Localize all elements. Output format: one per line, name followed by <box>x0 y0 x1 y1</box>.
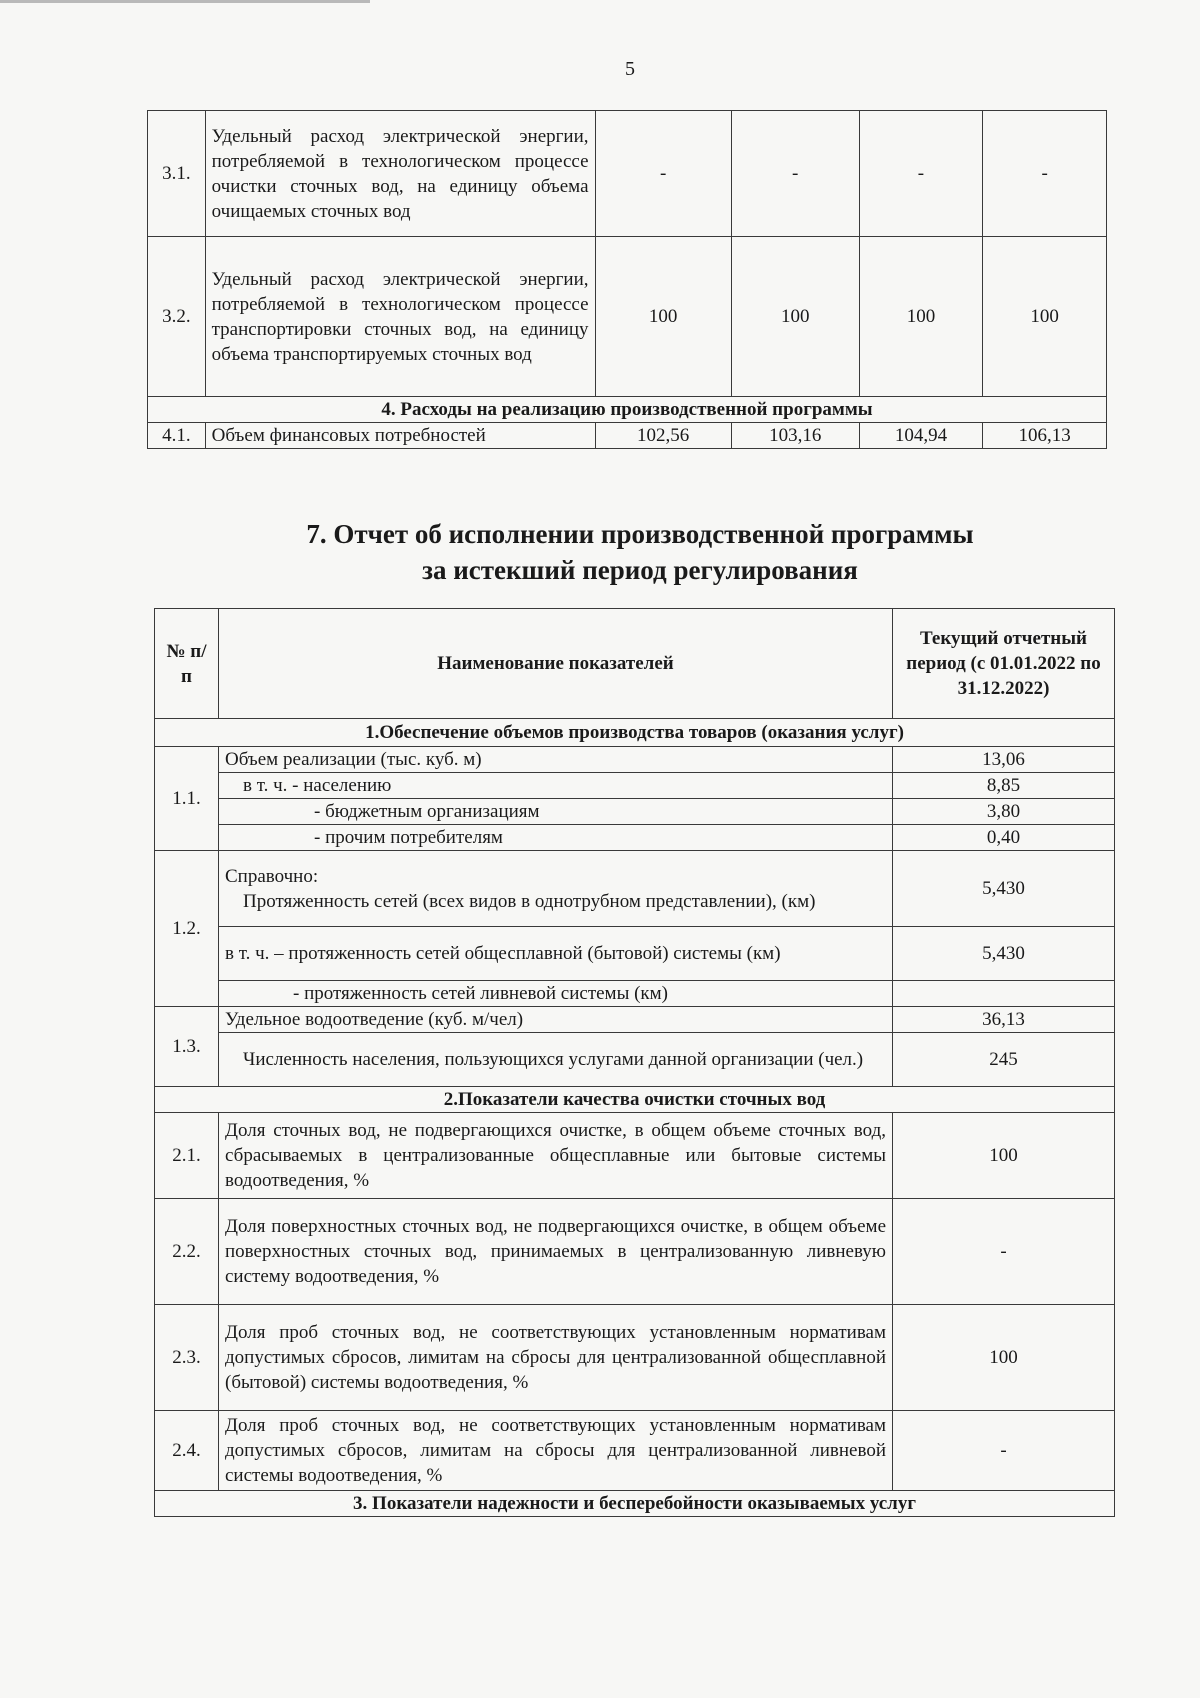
row-number: 4.1. <box>148 423 206 449</box>
value-cell: - <box>731 111 859 237</box>
table-row <box>155 1033 1115 1087</box>
table-row <box>155 799 1115 825</box>
value-cell: - <box>983 111 1107 237</box>
value-cell: 100 <box>893 1305 1115 1411</box>
indicator-name: Объем реализации (тыс. куб. м) <box>219 747 893 773</box>
indicator-name: Доля проб сточных вод, не соответствующих установленным нормативам допустимых сбросов, лимитам на сбросы для централизованной общесплавной (бытовой) системы водоотведения, % <box>219 1305 893 1411</box>
indicator-name: Удельный расход электрической энергии, потребляемой в технологическом процессе очистки сточных вод, на единицу объема очищаемых сточных вод <box>205 111 595 237</box>
table-row <box>155 747 1115 773</box>
indicator-name: в т. ч. – протяженность сетей общесплавной (бытовой) системы (км) <box>219 927 893 981</box>
row-number: 1.3. <box>155 1007 219 1087</box>
value-cell: 100 <box>983 237 1107 397</box>
table-row <box>155 851 1115 927</box>
indicator-name: Доля проб сточных вод, не соответствующих установленным нормативам допустимых сбросов, лимитам на сбросы для централизованной ливневой системы водоотведения, % <box>219 1411 893 1491</box>
indicator-name: - протяженность сетей ливневой системы (км) <box>219 981 893 1007</box>
value-cell: - <box>893 1199 1115 1305</box>
value-cell: 0,40 <box>893 825 1115 851</box>
header-number: № п/п <box>155 609 219 719</box>
scan-edge <box>0 0 370 3</box>
reference-text: Протяженность сетей (всех видов в однотрубном представлении), (км) <box>243 890 816 912</box>
page-number: 5 <box>625 58 635 80</box>
table-row <box>155 981 1115 1007</box>
value-cell: 245 <box>893 1033 1115 1087</box>
value-cell: 100 <box>731 237 859 397</box>
table-row <box>155 825 1115 851</box>
table-row <box>155 1007 1115 1033</box>
row-number: 3.1. <box>148 111 206 237</box>
indicator-name: - бюджетным организациям <box>219 799 893 825</box>
table-row <box>155 1113 1115 1199</box>
value-cell: 100 <box>595 237 731 397</box>
row-number: 2.3. <box>155 1305 219 1411</box>
row-number: 3.2. <box>148 237 206 397</box>
indicator-name: Численность населения, пользующихся услугами данной организации (чел.) <box>219 1033 893 1087</box>
section-heading <box>160 516 1120 588</box>
value-cell: 36,13 <box>893 1007 1115 1033</box>
reference-label: Справочно: <box>225 865 319 887</box>
value-cell: 8,85 <box>893 773 1115 799</box>
header-name: Наименование показателей <box>219 609 893 719</box>
heading-line-1: 7. Отчет об исполнении производственной программы <box>306 519 974 549</box>
section-title: 4. Расходы на реализацию производственной программы <box>148 397 1107 423</box>
section-header <box>155 1491 1115 1517</box>
table-row <box>148 423 1107 449</box>
table-row <box>155 927 1115 981</box>
production-program-table <box>147 110 1107 449</box>
value-cell: 3,80 <box>893 799 1115 825</box>
table-row <box>148 237 1107 397</box>
indicator-name: Доля поверхностных сточных вод, не подвергающихся очистке, в общем объеме поверхностных сточных вод, принимаемых в централизованную ливневую систему водоотведения, % <box>219 1199 893 1305</box>
value-cell: 104,94 <box>859 423 983 449</box>
value-cell: 100 <box>893 1113 1115 1199</box>
row-number: 2.1. <box>155 1113 219 1199</box>
heading-line-2: за истекший период регулирования <box>422 555 858 585</box>
indicator-name: Доля сточных вод, не подвергающихся очистке, в общем объеме сточных вод, сбрасываемых в централизованные общесплавные или бытовые системы водоотведения, % <box>219 1113 893 1199</box>
section-header <box>155 719 1115 747</box>
table-row <box>148 111 1107 237</box>
value-cell: 106,13 <box>983 423 1107 449</box>
row-number: 1.2. <box>155 851 219 1007</box>
indicator-name: - прочим потребителям <box>219 825 893 851</box>
value-cell: 5,430 <box>893 927 1115 981</box>
value-cell: - <box>893 1411 1115 1491</box>
table-row <box>155 1305 1115 1411</box>
value-cell: 103,16 <box>731 423 859 449</box>
section-title: 3. Показатели надежности и бесперебойности оказываемых услуг <box>155 1491 1115 1517</box>
indicator-name: в т. ч. - населению <box>219 773 893 799</box>
table-row <box>155 1411 1115 1491</box>
table-header <box>155 609 1115 719</box>
section-header <box>155 1087 1115 1113</box>
value-cell: 100 <box>859 237 983 397</box>
section-title: 2.Показатели качества очистки сточных вод <box>155 1087 1115 1113</box>
report-table <box>154 608 1115 1517</box>
header-period: Текущий отчетный период (с 01.01.2022 по 31.12.2022) <box>893 609 1115 719</box>
value-cell: 5,430 <box>893 851 1115 927</box>
table-row <box>155 1199 1115 1305</box>
value-cell: 13,06 <box>893 747 1115 773</box>
value-cell: 102,56 <box>595 423 731 449</box>
row-number: 2.4. <box>155 1411 219 1491</box>
indicator-name: Удельное водоотведение (куб. м/чел) <box>219 1007 893 1033</box>
indicator-name <box>219 851 893 927</box>
table-row <box>155 773 1115 799</box>
indicator-name: Удельный расход электрической энергии, потребляемой в технологическом процессе транспортировки сточных вод, на единицу объема транспортируемых сточных вод <box>205 237 595 397</box>
value-cell: - <box>859 111 983 237</box>
row-number: 2.2. <box>155 1199 219 1305</box>
value-cell <box>893 981 1115 1007</box>
value-cell: - <box>595 111 731 237</box>
indicator-name: Объем финансовых потребностей <box>205 423 595 449</box>
section-title: 1.Обеспечение объемов производства товаров (оказания услуг) <box>155 719 1115 747</box>
section-header <box>148 397 1107 423</box>
row-number: 1.1. <box>155 747 219 851</box>
